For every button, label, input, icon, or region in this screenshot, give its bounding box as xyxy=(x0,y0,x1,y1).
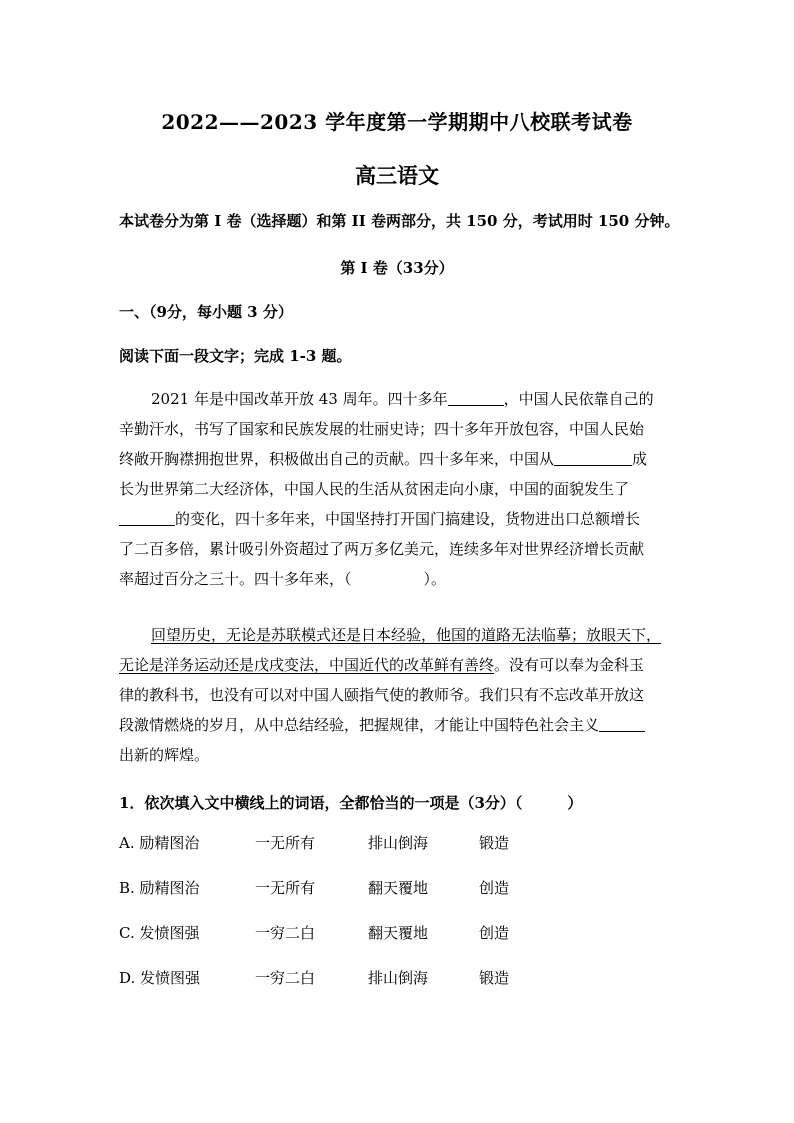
passage-paragraph-1 xyxy=(119,384,679,594)
option-word: 一无所有 xyxy=(255,834,316,852)
passage-line: 终敞开胸襟拥抱世界，积极做出自己的贡献。四十多年来，中国从 成 xyxy=(119,444,679,474)
passage-paragraph-2 xyxy=(119,620,679,770)
option-word: 翻天覆地 xyxy=(368,924,429,942)
option-label: D. 发愤图强 xyxy=(119,969,201,987)
fill-blank xyxy=(599,713,645,732)
subject-title: 高三语文 xyxy=(355,163,439,188)
underlined-sentence: 无论是洋务运动还是戊戌变法，中国近代的改革鲜有善终 xyxy=(119,656,495,674)
option-label: C. 发愤图强 xyxy=(119,924,200,942)
option-word: 锻造 xyxy=(479,969,510,987)
exam-intro: 本试卷分为第 I 卷（选择题）和第 II 卷两部分，共 150 分，考试用时 150 分钟。 xyxy=(119,212,680,230)
fill-blank xyxy=(554,447,632,466)
passage-line: 率超过百分之三十。四十多年来，（ ）。 xyxy=(119,570,447,588)
passage-line: 出新的辉煌。 xyxy=(119,746,210,764)
option-word: 创造 xyxy=(479,924,510,942)
passage-line: 律的教科书，也没有可以对中国人颐指气使的教师爷。我们只有不忘改革开放这 xyxy=(119,686,645,704)
passage-line: 了二百多倍，累计吸引外资超过了两万多亿美元，连续多年对世界经济增长贡献 xyxy=(119,540,645,558)
passage-line: 辛勤汗水，书写了国家和民族发展的壮丽史诗；四十多年开放包容，中国人民始 xyxy=(119,420,645,438)
section-heading: 一、（9分，每小题 3 分） xyxy=(119,303,293,321)
passage-line: 的变化，四十多年来，中国坚持打开国门搞建设，货物进出口总额增长 xyxy=(119,504,679,534)
option-word: 创造 xyxy=(479,879,510,897)
exam-title: 2022——2023 学年度第一学期期中八校联考试卷 xyxy=(161,110,633,134)
option-word: 排山倒海 xyxy=(368,834,429,852)
option-label: B. 励精图治 xyxy=(119,879,200,897)
underlined-sentence: 回望历史，无论是苏联模式还是日本经验，他国的道路无法临摹；放眼天下， xyxy=(151,626,662,644)
reading-instruction: 阅读下面一段文字；完成 1-3 题。 xyxy=(119,347,352,365)
passage-line xyxy=(119,620,679,650)
option-word: 锻造 xyxy=(479,834,510,852)
fill-blank xyxy=(448,387,504,406)
passage-line: 段激情燃烧的岁月，从中总结经验，把握规律，才能让中国特色社会主义 xyxy=(119,710,679,740)
passage-line: 长为世界第二大经济体，中国人民的生活从贫困走向小康，中国的面貌发生了 xyxy=(119,480,630,498)
passage-line: 无论是洋务运动还是戊戌变法，中国近代的改革鲜有善终。没有可以奉为金科玉 xyxy=(119,656,645,674)
option-word: 排山倒海 xyxy=(368,969,429,987)
fill-blank xyxy=(119,507,175,526)
option-word: 一无所有 xyxy=(255,879,316,897)
option-word: 一穷二白 xyxy=(255,969,316,987)
option-label: A. 励精图治 xyxy=(119,834,200,852)
option-word: 翻天覆地 xyxy=(368,879,429,897)
passage-line: 2021 年是中国改革开放 43 周年。四十多年 ，中国人民依靠自己的 xyxy=(119,384,679,414)
option-word: 一穷二白 xyxy=(255,924,316,942)
question-1-stem: 1．依次填入文中横线上的词语，全都恰当的一项是（3分）（ ） xyxy=(119,794,583,812)
part-title: 第 I 卷（33分） xyxy=(340,259,454,277)
